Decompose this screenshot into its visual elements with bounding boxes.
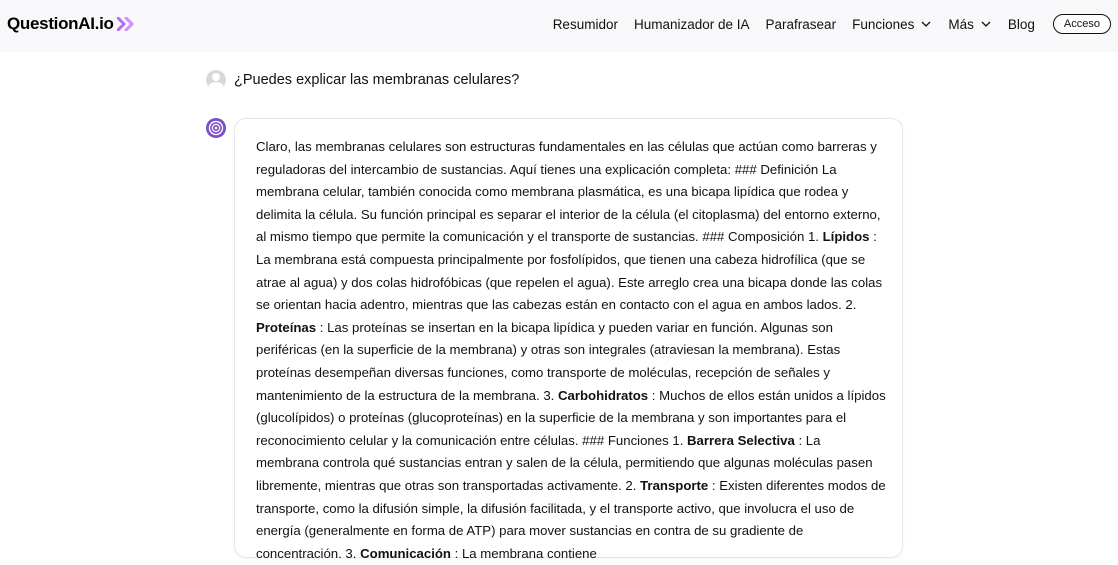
nav-item-label: Parafrasear <box>765 16 837 32</box>
nav-item-humanizador[interactable] <box>634 17 750 32</box>
top-header <box>0 0 1118 52</box>
nav-item-label: Blog <box>1007 16 1035 32</box>
answer-text <box>256 136 886 565</box>
chevron-down-icon <box>980 18 992 30</box>
answer-text-segment: : Las proteínas se insertan en la bicapa lipídica y pueden variar en función. Algunas son periféricas (en la superficie de la membrana) y otras son integrales (atraviesan la membrana). Estas proteínas desempeñan diversas funciones, como transporte de moléculas, recepción de señales y mantenimiento de la estructura de la membrana. 3. <box>256 319 841 403</box>
chevron-down-icon <box>920 18 932 30</box>
answer-bold-term: Barrera Selectiva <box>687 432 795 448</box>
answer-bold-term: Transporte <box>640 477 709 493</box>
login-button[interactable]: Acceso <box>1053 14 1111 34</box>
brand-name: QuestionAI.io <box>7 14 114 33</box>
answer-text-segment: Claro, las membranas celulares son estructuras fundamentales en las células que actúan como barreras y reguladoras del intercambio de sustancias. Aquí tienes una explicación completa: ### Definición La membrana celular, también conocida como membrana plasmática, es una bicapa lipídica que rodea y delimita la célula. Su función principal es separar el interior de la célula (el citoplasma) del entorno externo, al mismo tiempo que permite la comunicación y el transporte de sustancias. ### Composición 1. <box>256 139 881 245</box>
nav-item-label: Funciones <box>852 16 915 32</box>
answer-text-segment: : La membrana está compuesta principalmente por fosfolípidos, que tienen una cabeza hidrofílica (que se atrae al agua) y dos colas hidrofóbicas (que repelen el agua). Este arreglo crea una bicapa donde las colas se orientan hacia adentro, mientras que las cabezas están en contacto con el agua en ambos lados. 2. <box>256 229 883 313</box>
user-question: ¿Puedes explicar las membranas celulares? <box>234 72 520 88</box>
nav-item-parafrasear[interactable] <box>766 17 837 32</box>
answer-text-segment: : Muchos de ellos están unidos a lípidos (glucolípidos) o proteínas (glucoproteínas) en la superficie de la membrana y son importantes para el reconocimiento celular y la comunicación entre células. ### Funciones 1. <box>256 387 886 448</box>
nav-item-label: Resumidor <box>552 16 618 32</box>
nav-item-label: Humanizador de IA <box>633 16 750 32</box>
nav-item-funciones[interactable] <box>852 17 932 32</box>
double-chevron-right-icon <box>117 17 135 31</box>
user-message <box>206 70 519 90</box>
answer-text-segment: : Existen diferentes modos de transporte, como la difusión simple, la difusión facilitada, y el transporte activo, que involucra el uso de energía (generalmente en forma de ATP) para mover sustancias en contra de su gradiente de concentración. 3. <box>256 477 886 561</box>
main-nav <box>553 0 1118 48</box>
bot-avatar-icon <box>206 118 226 138</box>
answer-bold-term: Lípidos <box>822 229 870 245</box>
answer-bold-term: Proteínas <box>256 319 317 335</box>
nav-item-mas[interactable] <box>948 17 992 32</box>
nav-item-blog[interactable] <box>1008 17 1035 32</box>
answer-bold-term: Carbohidratos <box>558 387 649 403</box>
answer-card <box>234 118 903 561</box>
answer-text-segment: : La membrana contiene <box>450 545 597 561</box>
brand-logo[interactable] <box>7 13 135 35</box>
answer-bold-term: Comunicación <box>360 545 451 561</box>
nav-item-label: Más <box>948 16 974 32</box>
nav-item-resumidor[interactable] <box>553 17 618 32</box>
answer-text-segment: : La membrana controla qué sustancias entran y salen de la célula, permitiendo que algunas moléculas pasen libremente, mientras que otras son transportadas activamente. 2. <box>256 432 873 493</box>
user-avatar-icon <box>206 70 226 90</box>
